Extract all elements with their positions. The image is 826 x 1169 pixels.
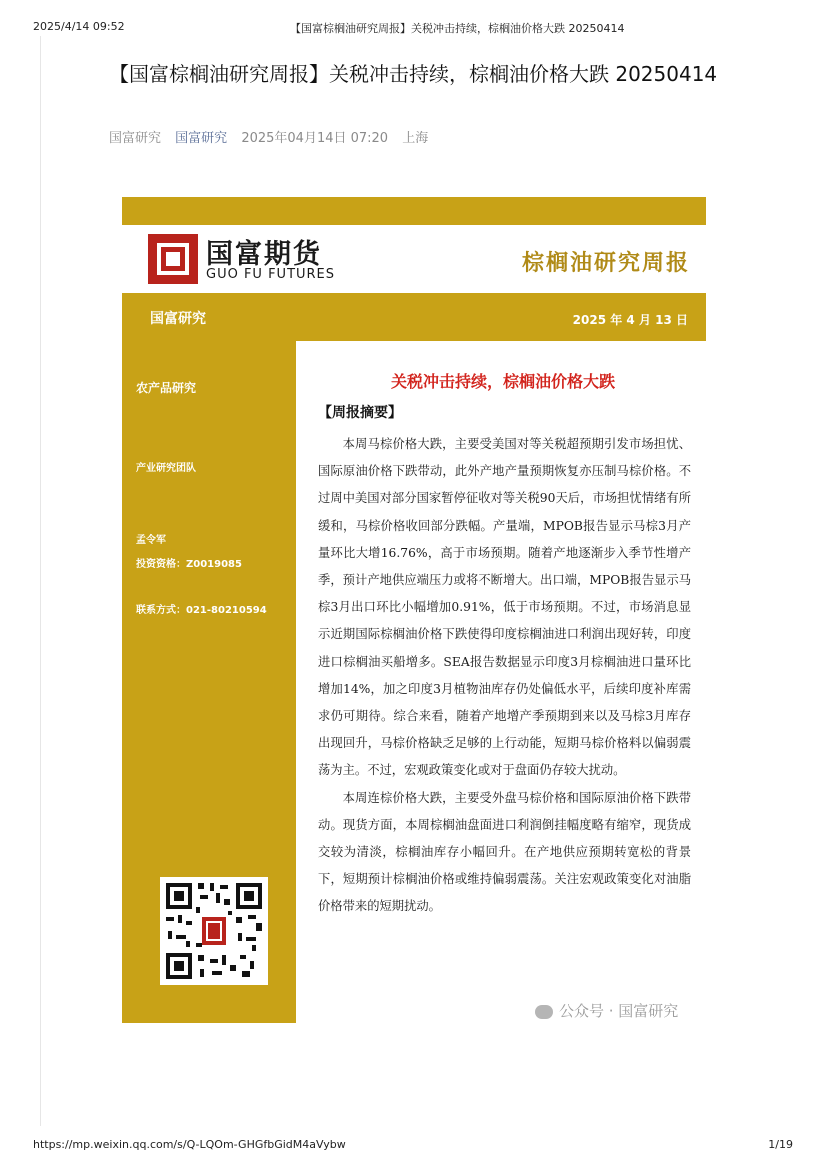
report-sidebar [122, 341, 296, 1023]
article-datetime: 2025年04月14日 07:20 [241, 131, 389, 146]
print-page-title: 【国富棕榈油研究周报】关税冲击持续，棕榈油价格大跌 20250414 [290, 22, 625, 35]
summary-paragraph-1: 本周马棕价格大跌，主要受美国对等关税超预期引发市场担忧、国际原油价格下跌带动，此外产地产量预期恢复亦压制马棕价格。不过周中美国对部分国家暂停征收对等关税90天后，市场担忧情绪有所缓和，马棕价格收回部分跌幅。产量端，MPOB报告显示马棕3月产量环比大增16.76%，高于市场预期。随着产地逐渐步入季节性增产季，预计产地供应端压力或将不断增大。出口端，MPOB报告显示马棕3月出口环比小幅增加0.91%，低于市场预期。不过，市场消息显示近期国际棕榈油价格下跌使得印度棕榈油进口利润出现好转，印度进口棕榈油买船增多。SEA报告数据显示印度3月棕榈油进口量环比增加14%，加之印度3月植物油库存仍处偏低水平，后续印度补库需求仍可期待。综合来看，随着产地增产季预期到来以及马棕3月库存出现回升，马棕价格缺乏足够的上行动能，短期马棕价格料以偏弱震荡为主。不过，宏观政策变化或对于盘面仍存较大扰动。 [318, 437, 691, 778]
band-label: 国富研究 [150, 311, 206, 327]
summary-paragraph-2: 本周连棕价格大跌，主要受外盘马棕价格和国际原油价格下跌带动。现货方面，本周棕榈油盘面进口利润倒挂幅度略有缩窄，现货成交较为清淡，棕榈油库存小幅回升。在产地供应预期转宽松的背景下，短期预计棕榈油价格或维持偏弱震荡。关注宏观政策变化对油脂价格带来的短期扰动。 [318, 790, 691, 914]
report-image [122, 197, 706, 1023]
report-body [318, 431, 691, 921]
page-margin-rule [40, 36, 41, 1126]
logo-en-text: GUO FU FUTURES [206, 267, 336, 282]
sidebar-contact: 联系方式：021-80210594 [136, 605, 267, 616]
wechat-icon [535, 1005, 553, 1019]
article-title: 【国富棕榈油研究周报】关税冲击持续，棕榈油价格大跌 20250414 [109, 62, 718, 86]
print-date: 2025/4/14 09:52 [33, 20, 125, 33]
logo-area [122, 225, 706, 293]
guofu-logo-icon [148, 234, 198, 284]
sidebar-team: 产业研究团队 [136, 463, 196, 474]
info-band [122, 293, 706, 341]
top-band [122, 197, 706, 225]
qr-code-icon [160, 877, 268, 985]
print-url: https://mp.weixin.qq.com/s/Q-LQOm-GHGfbGidM4aVybw [33, 1138, 346, 1151]
summary-heading: 【周报摘要】 [318, 405, 402, 421]
report-headline: 关税冲击持续，棕榈油价格大跌 [390, 372, 615, 391]
article-meta [109, 127, 438, 146]
article-location: 上海 [402, 131, 429, 146]
logo-cn-text: 国富期货 [206, 239, 322, 270]
sidebar-analyst: 孟令军 [136, 535, 166, 546]
account-link[interactable]: 国富研究 [175, 131, 228, 146]
article-author: 国富研究 [109, 131, 162, 146]
sidebar-license: 投资资格：Z0019085 [136, 559, 242, 570]
sidebar-category: 农产品研究 [136, 381, 197, 395]
report-name: 棕榈油研究周报 [521, 250, 690, 276]
wechat-watermark: 公众号 · 国富研究 [535, 1000, 678, 1021]
report-date: 2025 年 4 月 13 日 [572, 313, 688, 327]
print-page-number: 1/19 [768, 1138, 793, 1151]
